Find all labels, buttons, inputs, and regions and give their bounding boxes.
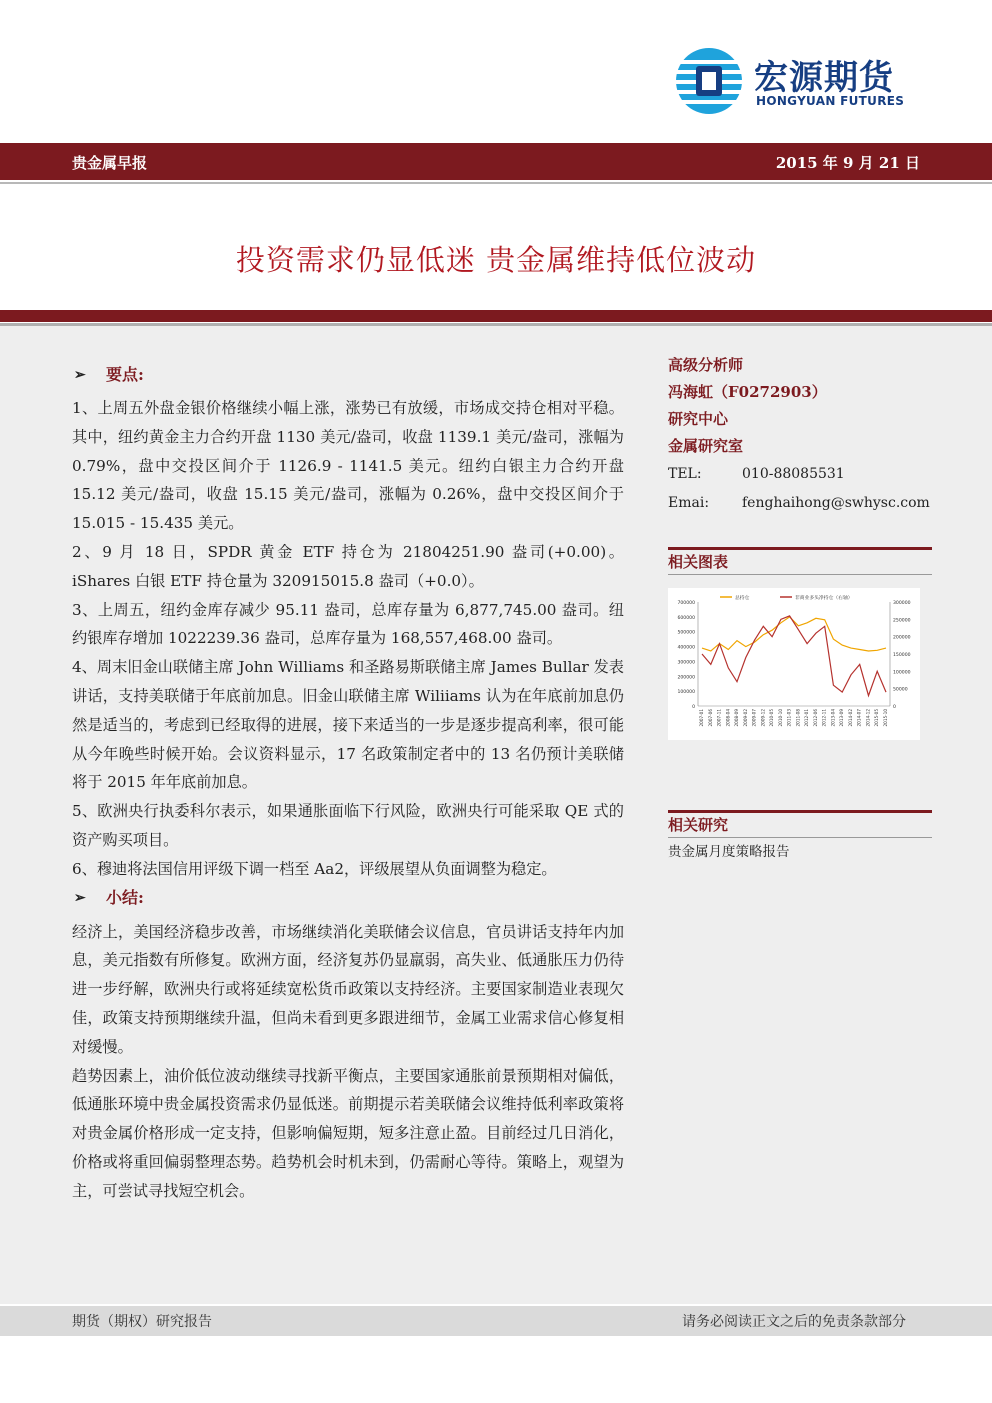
x-tick-label: 2013-04 — [830, 709, 836, 727]
point-paragraph: 4、周末旧金山联储主席 John Williams 和圣路易斯联储主席 James Bullar 发表讲话，支持美联储于年底前加息。旧金山联储主席 Wiliiams 认为在年底前加息仍然是适当的，考虑到已经取得的进展，接下来适当的一步是逐步提高利率，很可能从今年晚些时候开始。会议资料显示，17 名政策制定者中的 13 名仍预计美联储将于 2015 年年底前加息。 — [72, 658, 624, 792]
y-right-tick-label: 300000 — [893, 601, 911, 606]
footer-bar — [0, 1306, 992, 1336]
email-label: Emai: — [668, 495, 710, 511]
point-paragraph: 1、上周五外盘金银价格继续小幅上涨，涨势已有放缓，市场成交持仓相对平稳。其中，纽约黄金主力合约开盘 1130 美元/盎司，收盘 1139.1 美元/盎司，涨幅为 0.79%，盘中交投区间介于 1126.9 - 1141.5 美元。纽约白银主力合约开盘 15.12 美元/盎司，收盘 15.15 美元/盎司，涨幅为 0.26%，盘中交投区间介于 15.015 - 15.435 美元。 — [72, 399, 624, 533]
tel-label: TEL: — [668, 466, 702, 482]
section-summary-heading — [72, 884, 624, 914]
email-row — [668, 489, 932, 518]
x-tick-label: 2010-05 — [769, 709, 775, 727]
holdings-chart-svg — [668, 588, 920, 740]
x-tick-label: 2008-09 — [734, 709, 740, 727]
header-bar — [0, 143, 992, 180]
y-left-tick-label: 600000 — [677, 615, 695, 621]
x-tick-label: 2013-09 — [839, 709, 845, 727]
footer-left: 期货（期权）研究报告 — [72, 1314, 212, 1330]
related-research-item[interactable]: 贵金属月度策略报告 — [668, 844, 790, 860]
x-tick-label: 2009-02 — [742, 709, 748, 727]
point-paragraph: 5、欧洲央行执委科尔表示，如果通胀面临下行风险，欧洲央行可能采取 QE 式的资产购买项目。 — [72, 802, 624, 849]
section-points-label: 要点: — [106, 364, 144, 384]
section-summary-label: 小结: — [106, 888, 144, 908]
point-paragraph: 6、穆迪将法国信用评级下调一档至 Aa2，评级展望从负面调整为稳定。 — [72, 859, 557, 878]
department-research-center: 研究中心 — [668, 410, 729, 428]
report-date: 2015 年 9 月 21 日 — [775, 154, 920, 172]
summary-paragraph: 趋势因素上，油价低位波动继续寻找新平衡点，主要国家通胀前景预期相对偏低，低通胀环境中贵金属投资需求仍显低迷。前期提示若美联储会议维持低利率政策将对贵金属价格形成一定支持，但影响偏短期，短多注意止盈。目前经过几日消化，价格或将重回偏弱整理态势。趋势机会时机未到，仍需耐心等待。策略上，观望为主，可尝试寻找短空机会。 — [72, 1066, 624, 1200]
holdings-chart — [668, 588, 920, 740]
y-right-tick-label: 50000 — [893, 687, 908, 693]
y-right-tick-label: 100000 — [893, 670, 911, 676]
report-title: 投资需求仍显低迷 贵金属维持低位波动 — [235, 243, 757, 277]
x-tick-label: 2008-04 — [725, 709, 731, 727]
x-tick-label: 2012-01 — [804, 709, 810, 727]
logo-english-name: HONGYUAN FUTURES — [756, 94, 905, 108]
x-tick-label: 2014-02 — [847, 709, 853, 727]
arrow-icon: ➢ — [74, 366, 86, 383]
y-left-tick-label: 700000 — [677, 601, 695, 606]
x-tick-label: 2009-07 — [751, 709, 757, 727]
x-tick-label: 2007-06 — [707, 709, 713, 727]
summary-paragraph: 经济上，美国经济稳步改善，市场继续消化美联储会议信息，官员讲话支持年内加息，美元指数有所修复。欧洲方面，经济复苏仍显羸弱，高失业、低通胀压力仍待进一步纾解，欧洲央行或将延续宽松货币政策以支持经济。主要国家制造业表现欠佳，政策支持预期继续升温，但尚未看到更多跟进细节，金属工业需求信心修复相对缓慢。 — [72, 922, 624, 1056]
section-points-heading — [72, 356, 624, 394]
x-tick-label: 2007-11 — [716, 709, 722, 727]
series-line-net-long — [702, 616, 886, 696]
related-charts-heading: 相关图表 — [668, 547, 932, 575]
x-tick-label: 2015-05 — [874, 709, 880, 727]
y-left-tick-label: 100000 — [677, 690, 695, 696]
header-divider — [0, 182, 992, 184]
tel-value: 010-88085531 — [742, 466, 845, 482]
title-bar — [0, 310, 992, 322]
tel-row — [668, 460, 932, 489]
x-tick-label: 2011-03 — [786, 709, 792, 727]
y-left-tick-label: 0 — [692, 705, 695, 710]
sidebar — [668, 352, 932, 518]
y-right-tick-label: 150000 — [893, 653, 911, 658]
point-paragraph: 2、9 月 18 日，SPDR 黄金 ETF 持仓为 21804251.90 盎司(+0.00)。iShares 白银 ETF 持仓量为 320915015.8 盎司（+0.0）。 — [72, 542, 624, 590]
analyst-name: 冯海虹（F0272903） — [668, 383, 827, 401]
department-metals: 金属研究室 — [668, 437, 744, 455]
y-left-tick-label: 300000 — [677, 660, 695, 666]
y-left-tick-label: 500000 — [677, 630, 695, 636]
point-paragraph: 3、上周五，纽约金库存减少 95.11 盎司，总库存量为 6,877,745.00 盎司。纽约银库存增加 1022239.36 盎司，总库存量为 168,557,468.00 盎司。 — [72, 600, 624, 648]
legend-label: 总持仓 — [735, 596, 750, 601]
x-tick-label: 2011-08 — [795, 709, 801, 727]
x-tick-label: 2007-01 — [699, 709, 704, 727]
x-tick-label: 2012-11 — [821, 709, 827, 727]
y-left-tick-label: 200000 — [677, 675, 695, 681]
main-column — [72, 356, 624, 1206]
y-right-tick-label: 0 — [893, 705, 896, 710]
hongyuan-logo — [670, 44, 930, 120]
analyst-title: 高级分析师 — [668, 356, 744, 374]
legend-label: 非商业多头净持仓（右轴） — [795, 596, 853, 601]
x-tick-label: 2014-12 — [865, 709, 871, 727]
x-tick-label: 2009-12 — [760, 709, 766, 727]
x-tick-label: 2015-10 — [883, 709, 888, 727]
y-left-tick-label: 400000 — [677, 645, 695, 651]
related-research-heading: 相关研究 — [668, 810, 932, 838]
email-value[interactable]: fenghaihong@swhysc.com — [742, 495, 930, 511]
logo-chinese-name: 宏源期货 — [754, 58, 894, 98]
y-right-tick-label: 200000 — [893, 635, 911, 641]
footer-disclaimer: 请务必阅读正文之后的免责条款部分 — [682, 1314, 906, 1330]
x-tick-label: 2012-06 — [812, 709, 818, 727]
y-right-tick-label: 250000 — [893, 618, 911, 624]
report-type: 贵金属早报 — [72, 154, 148, 172]
x-tick-label: 2010-10 — [777, 709, 783, 727]
x-tick-label: 2014-07 — [856, 709, 862, 727]
arrow-icon: ➢ — [74, 890, 86, 907]
hongyuan-logo-icon — [674, 46, 744, 116]
